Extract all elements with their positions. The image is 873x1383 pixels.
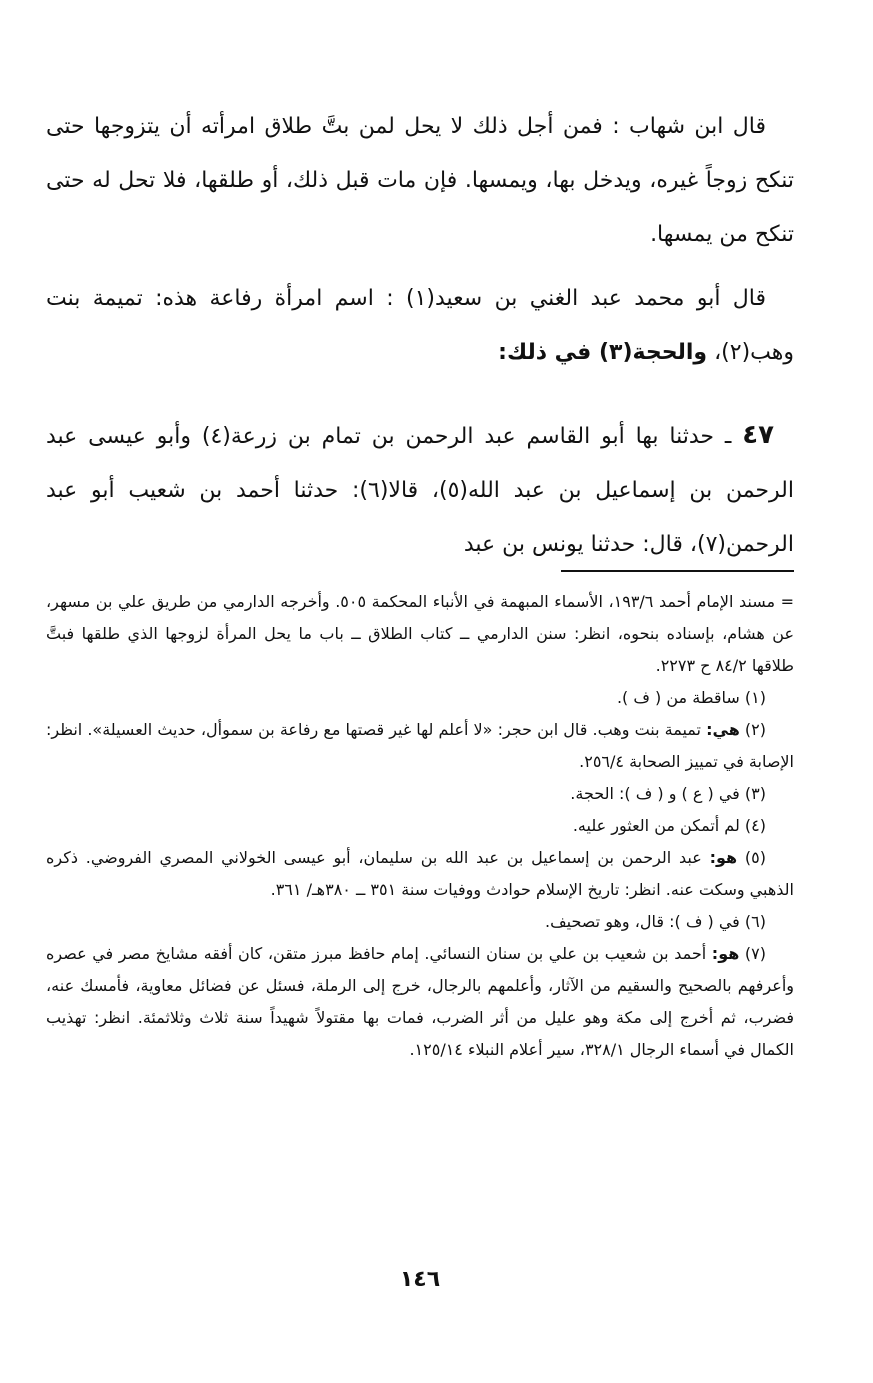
footnote-7-label: هو: — [711, 944, 740, 963]
footnote-7-mark: (٧) — [744, 944, 767, 963]
paragraph-abu-muhammad — [46, 272, 794, 380]
paragraph-abu-muhammad-text: قال أبو محمد عبد الغني بن سعيد(١) : اسم امرأة رفاعة هذه: تميمة بنت وهب(٢)، — [46, 286, 794, 365]
footnote-5-label: هو: — [709, 848, 738, 867]
footnote-5-text: عبد الرحمن بن إسماعيل بن عبد الله بن سليمان، أبو عيسى الخولاني المصري الفروضي. ذكره الذهبي وسكت عنه. انظر: تاريخ الإسلام حوادث ووفيات سنة ٣٥١ ــ ٣٨٠هـ/ ٣٦١. — [46, 848, 794, 899]
page-number: ١٤٦ — [399, 1267, 441, 1292]
footnote-4: (٤) لم أتمكن من العثور عليه. — [572, 816, 766, 835]
footnote-6: (٦) في ( ف ): قال، وهو تصحيف. — [544, 912, 766, 931]
footnote-divider — [561, 570, 794, 572]
footnote-1: (١) ساقطة من ( ف ). — [616, 688, 766, 707]
footnote-2-label: هي: — [706, 720, 740, 739]
main-text — [46, 100, 794, 572]
paragraph-abu-muhammad-bold: والحجة(٣) في ذلك: — [498, 340, 708, 365]
footnote-5-mark: (٥) — [744, 848, 766, 867]
footnote-3: (٣) في ( ع ) و ( ف ): الحجة. — [570, 784, 766, 803]
footnote-2 — [46, 714, 794, 778]
footnote-5 — [46, 842, 794, 906]
footnote-2-text: تميمة بنت وهب. قال ابن حجر: «لا أعلم لها غير قصتها مع رفاعة بن سموأل، حديث العسيلة». انظر: الإصابة في تمييز الصحابة ٢٥٦/٤. — [46, 720, 794, 771]
footnote-continuation: = مسند الإمام أحمد ١٩٣/٦، الأسماء المبهمة في الأنباء المحكمة ٥٠٥. وأخرجه الدارمي من طريق علي بن مسهر، عن هشام، بإسناده بنحوه، انظر: سنن الدارمي ــ كتاب الطلاق ــ باب ما يحل المرأة لزوجها الذي طلقها فبتَّ طلاقها ٨٤/٢ ح ٢٢٧٣. — [46, 592, 795, 675]
book-page — [46, 100, 794, 1340]
footnote-7 — [46, 938, 794, 1066]
footnote-7-text: أحمد بن شعيب بن علي بن سنان النسائي. إمام حافظ مبرز متقن، كان أفقه مشايخ مصر في عصره وأعرفهم بالصحيح والسقيم من الآثار، وأعلمهم بالرجال، خرج إلى الرملة، فسئل عن فضائل معاوية، فأمسك عنه، فضرب، ثم أخرج إلى مكة وهو عليل من أثر الضرب، فمات بها مقتولاً شهيداً سنة ثلاث وثلاثمئة. انظر: تهذيب الكمال في أسماء الرجال ٣٢٨/١، سير أعلام النبلاء ١٢٥/١٤. — [46, 944, 794, 1059]
hadith-47 — [46, 408, 794, 572]
hadith-number: ٤٧ — [742, 420, 774, 450]
paragraph-ibn-shihab: قال ابن شهاب : فمن أجل ذلك لا يحل لمن بتَّ طلاق امرأته أن يتزوجها حتى تنكح زوجاً غيره، ويدخل بها، ويمسها. فإن مات قبل ذلك، أو طلقها، فلا تحل له حتى تنكح من يمسها. — [46, 114, 794, 247]
hadith-47-text: ـ حدثنا بها أبو القاسم عبد الرحمن بن تمام بن زرعة(٤) وأبو عيسى عبد الرحمن بن إسماعيل بن عبد الله(٥)، قالا(٦): حدثنا أحمد بن شعيب أبو عبد الرحمن(٧)، قال: حدثنا يونس بن عبد — [46, 424, 794, 557]
footnote-2-mark: (٢) — [744, 720, 767, 739]
footnotes — [46, 586, 794, 1066]
